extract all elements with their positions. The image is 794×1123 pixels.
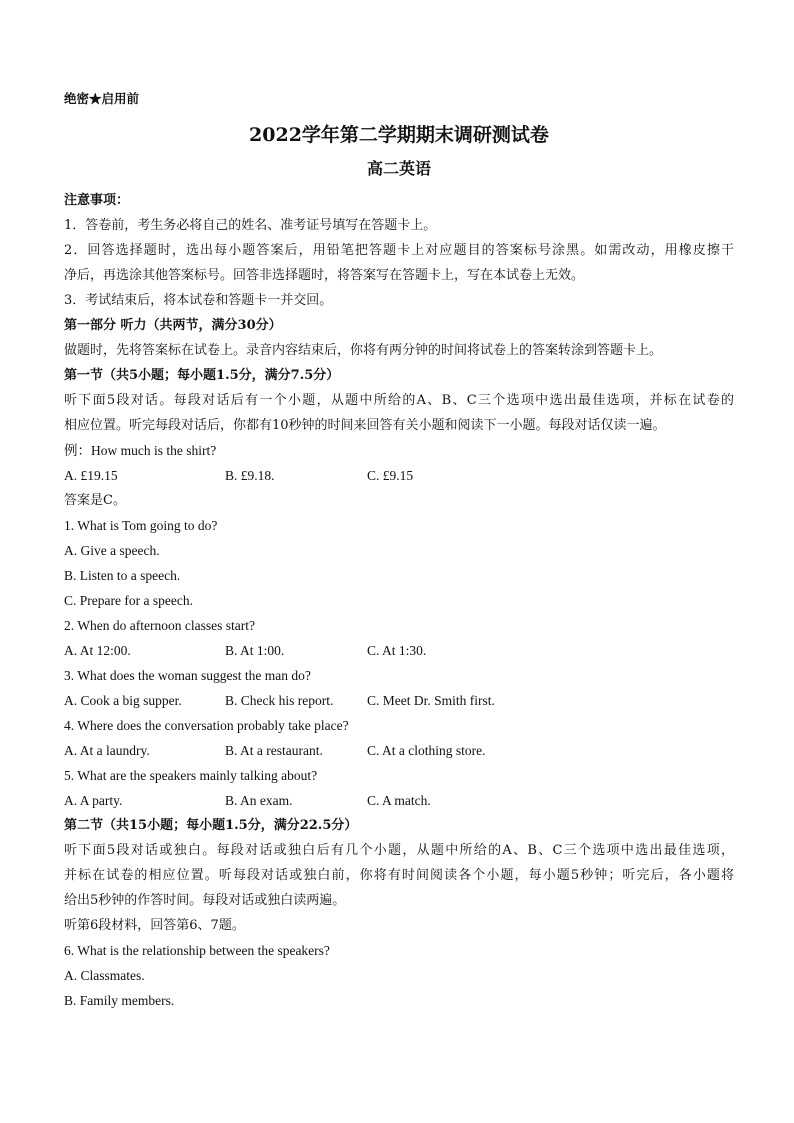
option-c: C. At a clothing store. xyxy=(367,743,486,758)
option-b: B. At a restaurant. xyxy=(225,743,323,758)
option-a: A. A party. xyxy=(64,793,123,808)
note-item: 净后，再选涂其他答案标号。回答非选择题时，将答案写在答题卡上，写在本试卷上无效。 xyxy=(64,268,585,283)
question-5: 5. What are the speakers mainly talking about? xyxy=(64,768,318,783)
question-5-options xyxy=(64,788,734,813)
material-6-intro: 听第6段材料，回答第6、7题。 xyxy=(64,918,245,933)
question-4-options xyxy=(64,738,734,763)
section1-heading: 第一节（共5小题；每小题1.5分，满分7.5分） xyxy=(64,368,340,383)
option-a: A. At a laundry. xyxy=(64,743,150,758)
question-6: 6. What is the relationship between the speakers? xyxy=(64,943,330,958)
exam-subject: 高二英语 xyxy=(366,159,431,178)
option-a: A. Give a speech. xyxy=(64,543,160,558)
section1-instruction: 听下面5段对话。每段对话后有一个小题，从题中所给的A、B、C三个选项中选出最佳选项，并标在试卷的 xyxy=(64,393,734,408)
option-b: B. Check his report. xyxy=(225,693,334,708)
question-1: 1. What is Tom going to do? xyxy=(64,518,218,533)
option-b: B. At 1:00. xyxy=(225,643,285,658)
exam-title: 2022学年第二学期期末调研测试卷 xyxy=(249,124,549,146)
exam-page xyxy=(64,88,734,1013)
note-item: 2．回答选择题时，选出每小题答案后，用铅笔把答题卡上对应题目的答案标号涂黑。如需改动，用橡皮擦干 xyxy=(64,243,734,258)
question-3-options xyxy=(64,688,734,713)
section2-instruction: 给出5秒钟的作答时间。每段对话或独白读两遍。 xyxy=(64,893,346,908)
option-b: B. Family members. xyxy=(64,993,175,1008)
part1-instruction: 做题时，先将答案标在试卷上。录音内容结束后，你将有两分钟的时间将试卷上的答案转涂到答题卡上。 xyxy=(64,343,663,358)
note-item: 1．答卷前，考生务必将自己的姓名、准考证号填写在答题卡上。 xyxy=(64,218,437,233)
question-4: 4. Where does the conversation probably take place? xyxy=(64,718,349,733)
section2-instruction: 听下面5段对话或独白。每段对话或独白后有几个小题，从题中所给的A、B、C三个选项中选出最佳选项， xyxy=(64,843,734,858)
option-b: B. £9.18. xyxy=(225,468,275,483)
question-2: 2. When do afternoon classes start? xyxy=(64,618,255,633)
option-a: A. Classmates. xyxy=(64,968,145,983)
option-c: C. A match. xyxy=(367,793,431,808)
question-2-options xyxy=(64,638,734,663)
option-c: C. Meet Dr. Smith first. xyxy=(367,693,495,708)
section2-instruction: 并标在试卷的相应位置。听每段对话或独白前，你将有时间阅读各个小题，每小题5秒钟；听完后，各小题将 xyxy=(64,868,734,883)
option-c: C. Prepare for a speech. xyxy=(64,593,193,608)
notes-heading: 注意事项： xyxy=(64,193,130,208)
option-b: B. An exam. xyxy=(225,793,293,808)
option-a: A. Cook a big supper. xyxy=(64,693,182,708)
section1-instruction: 相应位置。听完每段对话后，你都有10秒钟的时间来回答有关小题和阅读下一小题。每段对话仅读一遍。 xyxy=(64,418,666,433)
part1-heading: 第一部分 听力（共两节，满分30分） xyxy=(64,318,282,333)
option-c: C. At 1:30. xyxy=(367,643,427,658)
question-3: 3. What does the woman suggest the man do? xyxy=(64,668,311,683)
option-c: C. £9.15 xyxy=(367,468,414,483)
option-b: B. Listen to a speech. xyxy=(64,568,181,583)
example-question: 例：How much is the shirt? xyxy=(64,443,217,458)
section2-heading: 第二节（共15小题；每小题1.5分，满分22.5分） xyxy=(64,818,358,833)
confidential-label: 绝密★启用前 xyxy=(64,91,140,106)
note-item: 3．考试结束后，将本试卷和答题卡一并交回。 xyxy=(64,293,333,308)
option-a: A. At 12:00. xyxy=(64,643,131,658)
option-a: A. £19.15 xyxy=(64,468,118,483)
example-answer: 答案是C。 xyxy=(64,493,126,508)
example-options xyxy=(64,463,734,488)
